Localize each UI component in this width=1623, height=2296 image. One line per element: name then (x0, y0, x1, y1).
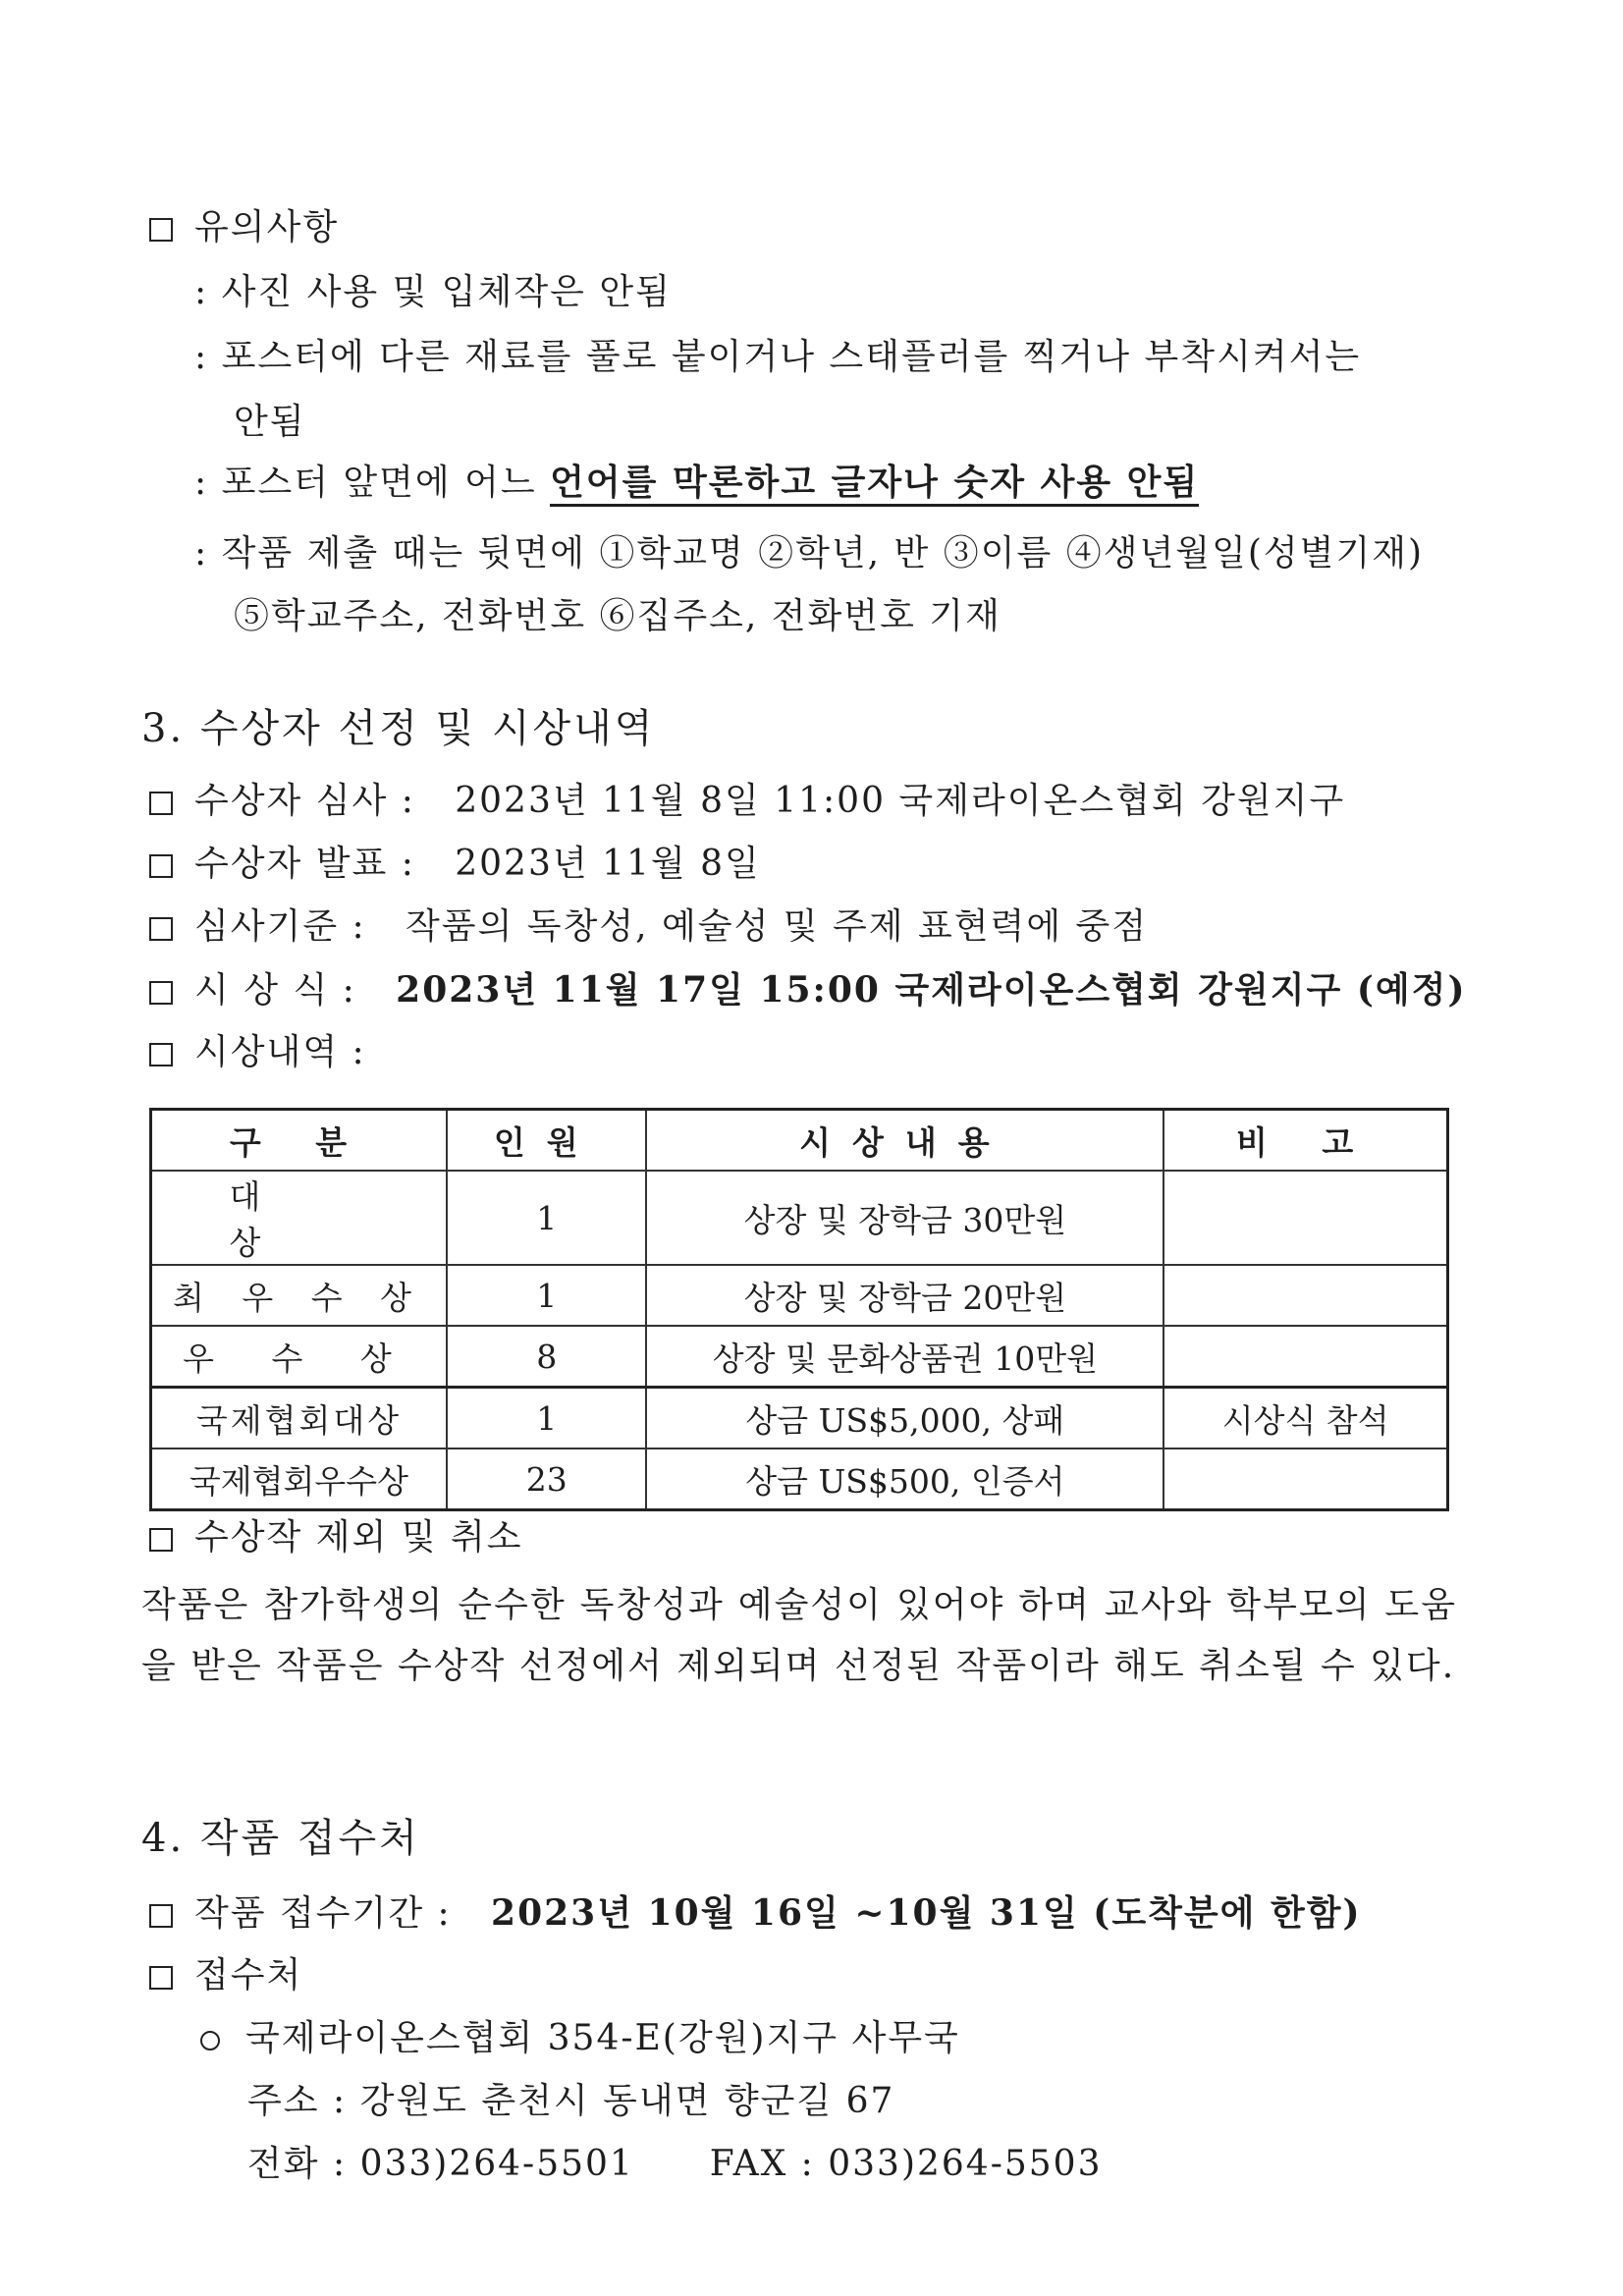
office-address: 주소 : 강원도 춘천시 동내면 향군길 67 (247, 2081, 895, 2121)
office-phone: 전화 : 033)264-5501 (247, 2144, 634, 2184)
table-header-cell: 시상내용 (646, 1110, 1163, 1172)
checkbox-square-icon (149, 792, 173, 815)
table-cell: 상장 및 문화상품권 10만원 (646, 1326, 1163, 1388)
table-row (151, 1265, 1448, 1326)
table-cell: 8 (447, 1326, 647, 1388)
announce-row: 수상자 발표 : 2023년 11월 8일 (149, 843, 761, 886)
table-cell: 최 우 수 상 (151, 1265, 447, 1326)
checkbox-square-icon (149, 218, 173, 242)
table-cell: 1 (447, 1388, 647, 1449)
awards-label-row: 시상내역 : (149, 1031, 366, 1074)
section-3-title: 3. 수상자 선정 및 시상내역 (141, 706, 656, 751)
checkbox-square-icon (149, 1966, 173, 1990)
table-cell: 우 수 상 (151, 1326, 447, 1388)
note-item-emphasis (194, 462, 1199, 505)
table-cell: 1 (447, 1265, 647, 1326)
notes-title: 유의사항 (149, 206, 339, 249)
table-header-cell: 인원 (447, 1110, 647, 1172)
checkbox-square-icon (149, 1904, 173, 1928)
table-row (151, 1388, 1448, 1449)
note-item: : 사진 사용 및 입체작은 안됨 (194, 272, 672, 312)
table-row (151, 1171, 1448, 1265)
table-cell: 국제협회우수상 (151, 1449, 447, 1510)
table-cell: 상장 및 장학금 30만원 (646, 1171, 1163, 1265)
exclusion-title: 수상작 제외 및 취소 (149, 1516, 523, 1559)
table-header-cell: 구 분 (151, 1110, 447, 1172)
emphasized-warning: 언어를 막론하고 글자나 숫자 사용 안됨 (550, 463, 1199, 507)
table-header-cell: 비 고 (1163, 1110, 1447, 1172)
table-cell: 23 (447, 1449, 647, 1510)
table-cell: 상금 US$500, 인증서 (646, 1449, 1163, 1510)
table-cell: 상금 US$5,000, 상패 (646, 1388, 1163, 1449)
period-row: 작품 접수기간 : 2023년 10월 16일 ~10월 31일 (도착분에 한함) (149, 1891, 1362, 1936)
table-cell (1163, 1171, 1447, 1265)
checkbox-square-icon (149, 1043, 173, 1066)
table-cell: 시상식 참석 (1163, 1388, 1447, 1449)
table-cell: 1 (447, 1171, 647, 1265)
checkbox-square-icon (149, 981, 173, 1005)
note-item-prefix: : 포스터 앞면에 어느 (194, 463, 537, 503)
note-item: : 작품 제출 때는 뒷면에 ①학교명 ②학년, 반 ③이름 ④생년월일(성별기재) (194, 533, 1425, 574)
checkbox-square-icon (149, 1528, 173, 1552)
table-cell: 상장 및 장학금 20만원 (646, 1265, 1163, 1326)
office-name-row: 국제라이온스협회 354-E(강원)지구 사무국 (200, 2017, 960, 2060)
office-contact (247, 2143, 1102, 2186)
office-label-row: 접수처 (149, 1954, 302, 1997)
table-cell (1163, 1265, 1447, 1326)
section-4-title: 4. 작품 접수처 (141, 1816, 420, 1861)
ceremony-row: 시 상 식 : 2023년 11월 17일 15:00 국제라이온스협회 강원지구 (예정) (149, 968, 1466, 1012)
table-row (151, 1326, 1448, 1388)
note-item: : 포스터에 다른 재료를 풀로 붙이거나 스태플러를 찍거나 부착시켜서는 (194, 337, 1362, 377)
exclusion-paragraph: 작품은 참가학생의 순수한 독창성과 예술성이 있어야 하며 교사와 학부모의 도움을 받은 작품은 수상작 선정에서 제외되며 선정된 작품이라 해도 취소될 수 있다. (141, 1585, 1457, 1686)
award-table (149, 1108, 1449, 1511)
table-header-row (151, 1110, 1448, 1172)
table-row (151, 1449, 1448, 1510)
table-cell: 대 상 (151, 1171, 447, 1265)
table-cell (1163, 1326, 1447, 1388)
table-cell (1163, 1449, 1447, 1510)
note-item-continued: 안됨 (234, 402, 306, 442)
bullet-circle-icon (200, 2031, 220, 2050)
checkbox-square-icon (149, 854, 173, 878)
review-row: 수상자 심사 : 2023년 11월 8일 11:00 국제라이온스협회 강원지구 (149, 780, 1345, 823)
criteria-row: 심사기준 : 작품의 독창성, 예술성 및 주제 표현력에 중점 (149, 905, 1148, 949)
note-item-continued: ⑤학교주소, 전화번호 ⑥집주소, 전화번호 기재 (234, 596, 1001, 636)
table-cell: 국제협회대상 (151, 1388, 447, 1449)
office-fax: FAX : 033)264-5503 (709, 2144, 1103, 2184)
checkbox-square-icon (149, 917, 173, 941)
